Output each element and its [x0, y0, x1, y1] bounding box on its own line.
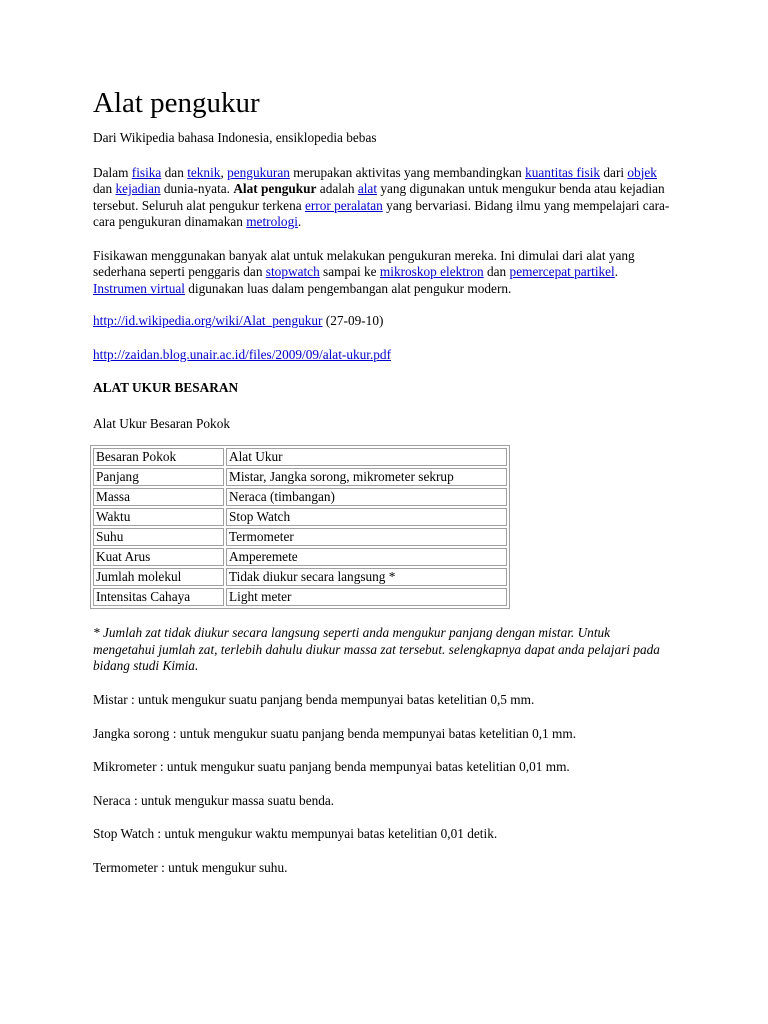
- table-cell: Jumlah molekul: [93, 568, 224, 586]
- link-alat[interactable]: alat: [357, 181, 378, 196]
- section-heading: ALAT UKUR BESARAN: [93, 380, 239, 395]
- link-metrologi[interactable]: metrologi: [246, 214, 298, 229]
- description-line-jangka-sorong: Jangka sorong : untuk mengukur suatu panjang benda mempunyai batas ketelitian 0,1 mm.: [93, 725, 577, 741]
- table-cell: Light meter: [226, 588, 507, 606]
- table-cell: Waktu: [93, 508, 224, 526]
- table-cell: Suhu: [93, 528, 224, 546]
- source-url-1: http://id.wikipedia.org/wiki/Alat_pengukur (27-09-10): [93, 313, 384, 328]
- table-cell: Tidak diukur secara langsung *: [226, 568, 507, 586]
- table-row: [93, 528, 507, 546]
- link-pengukuran[interactable]: pengukuran: [227, 164, 290, 180]
- table-cell: Amperemete: [226, 548, 507, 566]
- link-fisika[interactable]: fisika: [131, 164, 162, 180]
- page-title: Alat pengukur: [93, 87, 260, 119]
- link-stopwatch[interactable]: stopwatch: [265, 264, 320, 279]
- link-wikipedia-source[interactable]: http://id.wikipedia.org/wiki/Alat_pengukur: [93, 313, 323, 328]
- table-cell: Termometer: [226, 528, 507, 546]
- table-row: [93, 508, 507, 526]
- table-header-row: [93, 448, 507, 466]
- link-instrumen-virtual[interactable]: Instrumen virtual: [93, 280, 185, 296]
- table-cell: Mistar, Jangka sorong, mikrometer sekrup: [226, 468, 507, 486]
- second-paragraph: Fisikawan menggunakan banyak alat untuk melakukan pengukuran mereka. Ini dimulai dari alat yang sederhana seperti penggaris dan stopwatch sampai ke mikroskop elektron dan pemercepat partikel. Instrumen virtual digunakan luas dalam pengembangan alat pengukur modern.: [93, 247, 635, 296]
- description-line-termometer: Termometer : untuk mengukur suhu.: [93, 859, 288, 875]
- page-subtitle: Dari Wikipedia bahasa Indonesia, ensiklopedia bebas: [93, 130, 377, 145]
- table-header-cell: Alat Ukur: [226, 448, 507, 466]
- link-pdf-source[interactable]: http://zaidan.blog.unair.ac.id/files/2009/09/alat-ukur.pdf: [93, 346, 392, 362]
- link-mikroskop-elektron[interactable]: mikroskop elektron: [379, 264, 484, 279]
- description-line-neraca: Neraca : untuk mengukur massa suatu benda.: [93, 792, 335, 808]
- link-kuantitas-fisik[interactable]: kuantitas fisik: [525, 164, 601, 180]
- link-error-peralatan[interactable]: error peralatan: [304, 197, 383, 213]
- table-row: [93, 468, 507, 486]
- document-page: [93, 86, 673, 893]
- table-cell: Massa: [93, 488, 224, 506]
- table-row: [93, 588, 507, 606]
- table-row: [93, 488, 507, 506]
- table-cell: Stop Watch: [226, 508, 507, 526]
- table-cell: Neraca (timbangan): [226, 488, 507, 506]
- link-kejadian[interactable]: kejadian: [115, 181, 161, 196]
- description-line-mikrometer: Mikrometer : untuk mengukur suatu panjang benda mempunyai batas ketelitian 0,01 mm.: [93, 759, 570, 775]
- table-caption: Alat Ukur Besaran Pokok: [93, 415, 231, 431]
- intro-paragraph: Dalam fisika dan teknik, pengukuran merupakan aktivitas yang membandingkan kuantitas fisik dari objek dan kejadian dunia-nyata. Alat pengukur adalah alat yang digunakan untuk mengukur benda atau kejadian tersebut. Seluruh alat pengukur terkena error peralatan yang bervariasi. Bidang ilmu yang mempelajari cara-cara pengukuran dinamakan metrologi.: [93, 164, 670, 229]
- bold-term: Alat pengukur: [233, 181, 317, 196]
- table-row: [93, 548, 507, 566]
- table-row: [93, 568, 507, 586]
- footnote: * Jumlah zat tidak diukur secara langsung seperti anda mengukur panjang dengan mistar. Untuk mengetahui jumlah zat, terlebih dahulu diukur massa zat tersebut. selengkapnya dapat anda pelajari pada bidang studi Kimia.: [93, 625, 660, 674]
- link-teknik[interactable]: teknik: [187, 164, 221, 180]
- table-cell: Kuat Arus: [93, 548, 224, 566]
- description-line-stop-watch: Stop Watch : untuk mengukur waktu mempunyai batas ketelitian 0,01 detik.: [93, 826, 498, 842]
- link-pemercepat-partikel[interactable]: pemercepat partikel: [509, 264, 615, 279]
- table-cell: Panjang: [93, 468, 224, 486]
- link-objek[interactable]: objek: [627, 164, 657, 180]
- table-cell: Intensitas Cahaya: [93, 588, 224, 606]
- table-header-cell: Besaran Pokok: [93, 448, 224, 466]
- description-line-mistar: Mistar : untuk mengukur suatu panjang benda mempunyai batas ketelitian 0,5 mm.: [93, 692, 535, 708]
- measurement-table: [90, 445, 510, 609]
- source-url-2: [93, 347, 673, 364]
